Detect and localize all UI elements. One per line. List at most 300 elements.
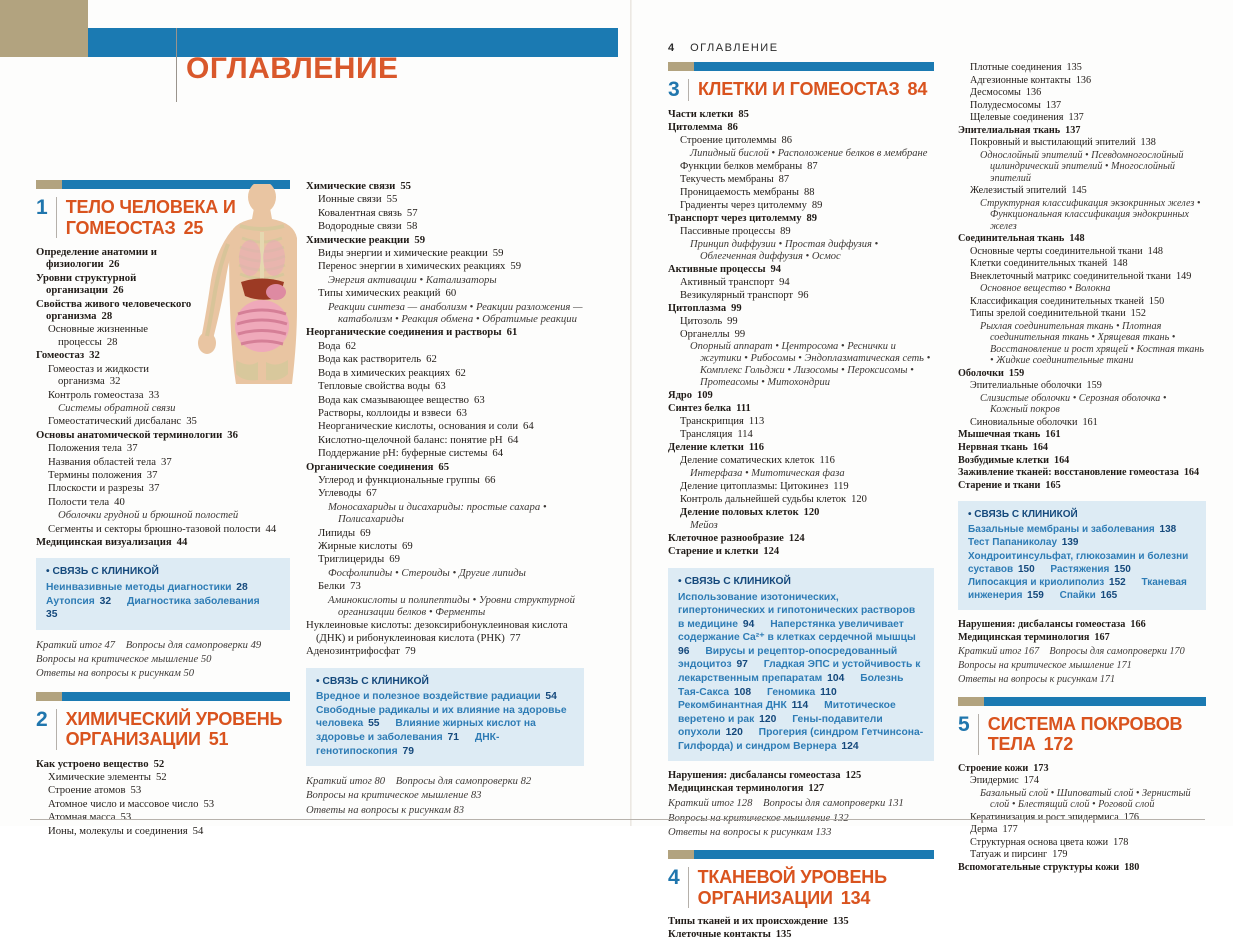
chapter-bar bbox=[958, 697, 1206, 706]
toc-entry[interactable] bbox=[306, 567, 584, 579]
entry-page-number: 116 bbox=[748, 442, 764, 454]
entry-text: Названия областей тела bbox=[48, 455, 156, 468]
entry-text: Цитоплазма bbox=[668, 302, 727, 314]
entry-text: Покровный и выстилающий эпителий bbox=[970, 137, 1136, 149]
toc-entry[interactable] bbox=[668, 770, 934, 782]
toc-entry[interactable] bbox=[668, 520, 934, 532]
toc-entry[interactable] bbox=[958, 308, 1206, 320]
entry-text: Основы анатомической терминологии bbox=[36, 428, 223, 441]
toc-entry[interactable] bbox=[668, 316, 934, 328]
toc-entry[interactable] bbox=[958, 417, 1206, 429]
toc-entry[interactable] bbox=[668, 929, 934, 941]
entry-text: Сегменты и секторы брюшно-тазовой полости bbox=[48, 522, 261, 535]
toc-entry[interactable] bbox=[958, 788, 1206, 811]
toc-entry[interactable] bbox=[306, 340, 584, 352]
entry-page-number: 53 bbox=[203, 797, 215, 810]
toc-entry[interactable] bbox=[36, 811, 290, 823]
entry-page-number: 99 bbox=[734, 328, 746, 340]
toc-entry[interactable] bbox=[668, 916, 934, 928]
toc-entry[interactable] bbox=[668, 468, 934, 480]
toc-entry[interactable] bbox=[306, 540, 584, 552]
toc-entry[interactable] bbox=[36, 825, 290, 837]
clinic-box-items bbox=[968, 523, 1196, 602]
chapter-heading[interactable] bbox=[668, 62, 934, 101]
entry-page-number: 64 bbox=[492, 447, 504, 460]
entry-text: Аденозинтрифосфат bbox=[306, 645, 400, 658]
entry-page-number: 55 bbox=[386, 193, 398, 206]
toc-entry[interactable] bbox=[668, 213, 934, 225]
entry-text: Медицинская терминология bbox=[958, 631, 1090, 643]
entry-text: Пассивные процессы bbox=[680, 225, 776, 237]
toc-entry[interactable] bbox=[306, 180, 584, 192]
toc-entry[interactable] bbox=[306, 287, 584, 299]
entry-text: Ядро bbox=[668, 390, 692, 402]
entry-page-number: 87 bbox=[807, 160, 818, 172]
toc-entry[interactable] bbox=[668, 239, 934, 263]
entry-text: Активные процессы bbox=[668, 263, 766, 275]
toc-entry[interactable] bbox=[306, 326, 584, 338]
toc-entry[interactable] bbox=[306, 501, 584, 526]
review-line[interactable]: Вопросы на критическое мышление 132 bbox=[668, 812, 849, 824]
review-line[interactable]: Ответы на вопросы к рисункам 171 bbox=[958, 673, 1116, 685]
entry-page-number: 166 bbox=[1130, 619, 1146, 631]
entry-page-number: 120 bbox=[851, 494, 867, 506]
toc-entry[interactable] bbox=[306, 420, 584, 432]
toc-entry[interactable] bbox=[958, 246, 1206, 258]
entry-page-number: 161 bbox=[1045, 429, 1061, 441]
toc-entry[interactable] bbox=[306, 580, 584, 592]
toc-entry[interactable] bbox=[668, 200, 934, 212]
entry-page-number: 148 bbox=[1112, 258, 1128, 270]
entry-text: Аминокислоты и полипептиды • Уровни структурной организации белков • Ферменты bbox=[328, 593, 575, 618]
page-left bbox=[0, 0, 631, 837]
toc-entry[interactable] bbox=[668, 174, 934, 186]
toc-entry[interactable] bbox=[958, 271, 1206, 283]
clinic-item[interactable]: Использование изотонических, гипертонических и гипотонических растворов в медицине 94 bbox=[678, 591, 916, 630]
toc-entry[interactable] bbox=[306, 380, 584, 392]
toc-entry[interactable] bbox=[668, 429, 934, 441]
chapter-page-number: 134 bbox=[840, 887, 871, 908]
toc-entry[interactable] bbox=[958, 380, 1206, 392]
review-line[interactable]: Ответы на вопросы к рисункам 83 bbox=[306, 804, 465, 816]
entry-text: Синовиальные оболочки bbox=[970, 416, 1078, 428]
clinic-item[interactable]: Прогерия (синдром Гетчинсона-Гилфорда) и синдром Вернера 124 bbox=[678, 727, 924, 752]
toc-entry[interactable] bbox=[958, 429, 1206, 441]
entry-text: Плоскости и разрезы bbox=[48, 482, 144, 495]
entry-text: Эпидермис bbox=[970, 775, 1019, 787]
clinic-item[interactable]: Растяжения 150 bbox=[1050, 563, 1131, 575]
page-title: ОГЛАВЛЕНИЕ bbox=[186, 52, 399, 85]
toc-entry[interactable] bbox=[306, 407, 584, 419]
chapter-page-number: 51 bbox=[208, 729, 229, 750]
entry-text: Внеклеточный матрикс соединительной ткани bbox=[970, 270, 1171, 282]
entry-text: Поддержание pH: буферные системы bbox=[318, 447, 488, 460]
entry-page-number: 178 bbox=[1113, 836, 1129, 848]
entry-text: Транспорт через цитолемму bbox=[668, 212, 802, 224]
toc-entry[interactable] bbox=[36, 415, 290, 427]
clinic-item[interactable]: Неинвазивные методы диагностики 28 bbox=[46, 581, 248, 593]
toc-entry[interactable] bbox=[306, 207, 584, 219]
toc-column-right-2 bbox=[958, 62, 1206, 942]
entry-text: Как устроено вещество bbox=[36, 757, 149, 770]
entry-page-number: 167 bbox=[1094, 631, 1110, 643]
toc-entry[interactable] bbox=[36, 758, 290, 770]
toc-entry[interactable] bbox=[306, 619, 584, 644]
entry-page-number: 86 bbox=[781, 134, 792, 146]
toc-entry[interactable] bbox=[958, 258, 1206, 270]
clinic-item[interactable]: Вирусы и рецептор-опосредованный эндоцитоз 97 bbox=[678, 645, 898, 671]
toc-entry[interactable] bbox=[36, 442, 290, 454]
clinical-connection-box bbox=[958, 501, 1206, 610]
toc-entry[interactable] bbox=[668, 546, 934, 558]
toc-entry[interactable] bbox=[958, 87, 1206, 99]
toc-entry[interactable] bbox=[36, 784, 290, 796]
chapter-heading[interactable] bbox=[668, 850, 934, 908]
toc-entry[interactable] bbox=[958, 368, 1206, 380]
entry-text: Рыхлая соединительная ткань • Плотная соединительная ткань • Хрящевая ткань • Восстановление и рост хрящей • Костная ткань • Жидкие соединительные ткани bbox=[980, 320, 1205, 367]
toc-entry[interactable] bbox=[668, 390, 934, 402]
entry-page-number: 89 bbox=[780, 225, 791, 237]
clinic-box-label: • СВЯЗЬ С КЛИНИКОЙ bbox=[678, 575, 924, 589]
entry-page-number: 89 bbox=[811, 199, 823, 211]
toc-entry[interactable] bbox=[306, 353, 584, 365]
entry-text: Химические реакции bbox=[306, 233, 410, 246]
toc-entry[interactable] bbox=[36, 482, 290, 494]
clinic-item[interactable]: Митотическое веретено и рак 120 bbox=[678, 700, 896, 725]
toc-entry[interactable] bbox=[306, 461, 584, 473]
entry-page-number: 73 bbox=[350, 580, 361, 593]
entry-page-number: 165 bbox=[1045, 479, 1061, 491]
toc-entry[interactable] bbox=[668, 783, 934, 795]
toc-entry[interactable] bbox=[958, 824, 1206, 836]
clinic-item[interactable]: Вредное и полезное воздействие радиации 54 bbox=[316, 691, 557, 703]
toc-entry[interactable] bbox=[958, 632, 1206, 644]
toc-entry[interactable] bbox=[306, 193, 584, 205]
clinical-connection-box bbox=[668, 568, 934, 762]
toc-entry[interactable] bbox=[958, 185, 1206, 197]
toc-entry[interactable] bbox=[668, 277, 934, 289]
clinic-item[interactable]: Влияние жирных кислот на здоровье и заболевания 71 bbox=[316, 718, 536, 743]
anatomy-torso-image bbox=[196, 184, 324, 392]
toc-entry[interactable] bbox=[668, 494, 934, 506]
entry-page-number: 63 bbox=[473, 393, 485, 406]
toc-entry[interactable] bbox=[958, 862, 1206, 874]
entry-page-number: 89 bbox=[806, 212, 817, 224]
entry-text: Неорганические кислоты, основания и соли bbox=[318, 420, 519, 433]
entry-page-number: 114 bbox=[737, 429, 753, 441]
entry-text: Основные жизненные процессы bbox=[48, 323, 149, 348]
entry-text: Части клетки bbox=[668, 109, 734, 121]
entry-page-number: 32 bbox=[109, 375, 121, 388]
toc-entry[interactable] bbox=[36, 509, 290, 521]
entry-page-number: 149 bbox=[1176, 270, 1192, 282]
entry-text: Типы тканей и их происхождение bbox=[668, 916, 828, 928]
clinic-item[interactable]: Геномика 110 bbox=[767, 686, 837, 698]
toc-entry[interactable] bbox=[668, 455, 934, 467]
review-line[interactable]: Краткий итог 128 Вопросы для самопроверки 131 bbox=[668, 798, 904, 810]
entry-text: Вода как растворитель bbox=[318, 353, 422, 366]
clinic-item[interactable]: Липосакция и криолиполиз 152 bbox=[968, 576, 1126, 588]
chapter-heading[interactable] bbox=[36, 692, 290, 750]
clinic-item[interactable]: Свободные радикалы и их влияние на здоровье человека 55 bbox=[316, 704, 567, 730]
entry-page-number: 119 bbox=[833, 481, 849, 493]
toc-entry[interactable] bbox=[306, 220, 584, 232]
entry-page-number: 109 bbox=[696, 390, 713, 402]
toc-entry[interactable] bbox=[668, 341, 934, 389]
chapter-bar-blue bbox=[694, 850, 934, 859]
toc-entry[interactable] bbox=[958, 619, 1206, 631]
entry-text: Щелевые соединения bbox=[970, 112, 1064, 124]
entry-page-number: 77 bbox=[509, 631, 521, 644]
entry-text: Строение цитолеммы bbox=[680, 134, 777, 146]
chapter-title: КЛЕТКИ И ГОМЕОСТАЗ bbox=[698, 79, 900, 99]
toc-entry[interactable] bbox=[958, 233, 1206, 245]
entry-text: Основное вещество • Волокна bbox=[980, 283, 1111, 295]
entry-text: Цитозоль bbox=[680, 315, 723, 327]
clinic-item[interactable]: Болезнь Тая-Сакса 108 bbox=[678, 673, 904, 698]
toc-entry[interactable] bbox=[668, 442, 934, 454]
clinic-item[interactable]: Рекомбинантная ДНК 114 bbox=[678, 700, 809, 712]
toc-entry[interactable] bbox=[958, 775, 1206, 787]
toc-entry[interactable] bbox=[668, 533, 934, 545]
chapter-title-wrap bbox=[698, 79, 927, 101]
chapter-number: 4 bbox=[668, 866, 680, 890]
clinic-item[interactable]: Базальные мембраны и заболевания 138 bbox=[968, 524, 1177, 536]
entry-page-number: 116 bbox=[819, 455, 835, 467]
toc-entry[interactable] bbox=[306, 260, 584, 272]
entry-text: Типы химических реакций bbox=[318, 287, 441, 300]
entry-text: Неорганические соединения и растворы bbox=[306, 326, 502, 339]
entry-page-number: 173 bbox=[1033, 762, 1049, 774]
chapter-bar-tan bbox=[958, 697, 984, 706]
entry-text: Старение и клетки bbox=[668, 545, 759, 557]
entry-text: Липиды bbox=[318, 526, 356, 539]
toc-entry[interactable] bbox=[36, 523, 290, 535]
clinic-item[interactable]: Тканевая инженерия 159 bbox=[968, 576, 1187, 602]
chapter-number-divider bbox=[56, 197, 57, 238]
toc-entry[interactable] bbox=[668, 507, 934, 519]
toc-entry[interactable] bbox=[668, 403, 934, 415]
entry-text: Системы обратной связи bbox=[58, 401, 176, 414]
toc-entry[interactable] bbox=[306, 394, 584, 406]
entry-text: Ковалентная связь bbox=[318, 206, 402, 219]
toc-entry[interactable] bbox=[668, 122, 934, 134]
review-line[interactable]: Ответы на вопросы к рисункам 50 bbox=[36, 668, 195, 680]
toc-entry[interactable] bbox=[958, 442, 1206, 454]
chapter-title-wrap bbox=[66, 709, 290, 750]
review-line[interactable]: Краткий итог 80 Вопросы для самопроверки 82 bbox=[306, 776, 532, 788]
entry-page-number: 53 bbox=[120, 811, 132, 824]
toc-entry[interactable] bbox=[668, 161, 934, 173]
entry-text: Кислотно-щелочной баланс: понятие pH bbox=[318, 433, 503, 446]
toc-entry[interactable] bbox=[958, 467, 1206, 479]
toc-entry[interactable] bbox=[36, 402, 290, 414]
toc-entry[interactable] bbox=[668, 109, 934, 121]
entry-text: Перенос энергии в химических реакциях bbox=[318, 260, 506, 273]
toc-entry[interactable] bbox=[36, 771, 290, 783]
toc-entry[interactable] bbox=[36, 536, 290, 548]
entry-text: Градиенты через цитолемму bbox=[680, 199, 807, 211]
entry-page-number: 152 bbox=[1130, 308, 1146, 320]
chapter-title: СИСТЕМА ПОКРОВОВ ТЕЛА bbox=[987, 713, 1183, 755]
toc-entry[interactable] bbox=[668, 481, 934, 493]
toc-entry[interactable] bbox=[958, 75, 1206, 87]
entry-text: Соединительная ткань bbox=[958, 233, 1065, 245]
toc-entry[interactable] bbox=[958, 150, 1206, 185]
clinic-item[interactable]: ДНК-генотипоскопия 79 bbox=[316, 731, 500, 757]
toc-entry[interactable] bbox=[958, 837, 1206, 849]
toc-entry[interactable] bbox=[958, 393, 1206, 416]
chapter-bar bbox=[668, 62, 934, 71]
review-line[interactable]: Вопросы на критическое мышление 171 bbox=[958, 660, 1132, 672]
entry-page-number: 69 bbox=[360, 526, 371, 539]
entry-text: Положения тела bbox=[48, 442, 122, 455]
entry-page-number: 113 bbox=[748, 416, 765, 428]
toc-entry[interactable] bbox=[36, 456, 290, 468]
toc-entry[interactable] bbox=[958, 100, 1206, 112]
toc-entry[interactable] bbox=[306, 234, 584, 246]
clinic-item[interactable]: Спайки 165 bbox=[1059, 590, 1118, 602]
toc-entry[interactable] bbox=[958, 283, 1206, 295]
toc-entry[interactable] bbox=[958, 812, 1206, 824]
entry-page-number: 28 bbox=[101, 310, 113, 323]
entry-text: Однослойный эпителий • Псевдомногослойный цилиндрический эпителий • Многослойный эпителий bbox=[980, 149, 1184, 184]
toc-entry[interactable] bbox=[36, 798, 290, 810]
entry-page-number: 44 bbox=[265, 522, 277, 535]
toc-entry[interactable] bbox=[306, 594, 584, 619]
toc-entry[interactable] bbox=[306, 434, 584, 446]
review-line[interactable]: Краткий итог 47 Вопросы для самопроверки 49 bbox=[36, 639, 262, 651]
clinic-item[interactable]: Наперстянка увеличивает содержание Ca²⁺ в клетках сердечной мышцы 96 bbox=[678, 618, 916, 657]
entry-text: Нервная ткань bbox=[958, 441, 1028, 453]
entry-page-number: 138 bbox=[1140, 137, 1156, 149]
toc-entry[interactable] bbox=[306, 487, 584, 499]
entry-page-number: 125 bbox=[845, 770, 862, 782]
clinic-item[interactable]: Хондроитинсульфат, глюкозамин и болезни суставов 150 bbox=[968, 550, 1189, 575]
chapter-review-links bbox=[306, 775, 584, 818]
entry-text: Свойства живого человеческого организма bbox=[36, 297, 192, 323]
entry-text: Водородные связи bbox=[318, 220, 402, 233]
entry-text: Полости тела bbox=[48, 495, 110, 508]
entry-page-number: 79 bbox=[404, 645, 416, 658]
clinic-item[interactable]: Гладкая ЭПС и устойчивость к лекарственным препаратам 104 bbox=[678, 659, 921, 684]
toc-entry[interactable] bbox=[306, 447, 584, 459]
bottom-rule bbox=[30, 819, 1205, 820]
toc-entry[interactable] bbox=[958, 125, 1206, 137]
toc-entry[interactable] bbox=[306, 474, 584, 486]
entry-page-number: 44 bbox=[176, 535, 188, 548]
review-line[interactable]: Ответы на вопросы к рисункам 133 bbox=[668, 827, 832, 838]
chapter-bar-tan bbox=[668, 62, 694, 71]
toc-entry[interactable] bbox=[668, 329, 934, 341]
chapter-title-wrap bbox=[988, 714, 1206, 755]
toc-entry[interactable] bbox=[306, 527, 584, 539]
chapter-number: 5 bbox=[958, 712, 970, 736]
clinic-item[interactable]: Гены-подавители опухоли 120 bbox=[678, 713, 883, 739]
entry-page-number: 32 bbox=[89, 349, 100, 362]
chapter-bar-blue bbox=[984, 697, 1206, 706]
review-line[interactable]: Вопросы на критическое мышление 83 bbox=[306, 790, 482, 802]
entry-text: Эпителиальные оболочки bbox=[970, 380, 1082, 392]
toc-entry[interactable] bbox=[958, 137, 1206, 149]
clinic-box-items bbox=[316, 690, 574, 758]
toc-entry[interactable] bbox=[306, 274, 584, 286]
toc-entry[interactable] bbox=[958, 296, 1206, 308]
toc-entry[interactable] bbox=[958, 321, 1206, 367]
clinic-item[interactable]: Тест Папаниколау 139 bbox=[968, 537, 1079, 549]
toc-entry[interactable] bbox=[306, 553, 584, 565]
entry-page-number: 159 bbox=[1086, 380, 1102, 392]
chapter-heading[interactable] bbox=[958, 697, 1206, 755]
toc-entry[interactable] bbox=[668, 303, 934, 315]
toc-entry[interactable] bbox=[306, 645, 584, 657]
entry-text: Атомная масса bbox=[48, 811, 116, 824]
review-line[interactable]: Краткий итог 167 Вопросы для самопроверки 170 bbox=[958, 646, 1185, 658]
entry-page-number: 61 bbox=[506, 326, 518, 339]
chapter-head-row bbox=[668, 79, 934, 101]
entry-page-number: 69 bbox=[389, 553, 400, 566]
toc-entry[interactable] bbox=[306, 301, 584, 326]
toc-entry[interactable] bbox=[668, 416, 934, 428]
entry-text: Десмосомы bbox=[970, 87, 1021, 99]
review-line[interactable]: Вопросы на критическое мышление 50 bbox=[36, 653, 212, 665]
entry-page-number: 53 bbox=[130, 784, 142, 797]
toc-entry[interactable] bbox=[958, 198, 1206, 233]
clinic-box-label: • СВЯЗЬ С КЛИНИКОЙ bbox=[316, 675, 574, 689]
entry-text: Нуклеиновые кислоты: дезоксирибонуклеиновая кислота (ДНК) и рибонуклеиновая кислота (РНК) bbox=[306, 619, 568, 644]
toc-entry[interactable] bbox=[36, 469, 290, 481]
entry-text: Проницаемость мембраны bbox=[680, 186, 799, 198]
toc-entry[interactable] bbox=[36, 496, 290, 508]
toc-entry[interactable] bbox=[668, 187, 934, 199]
entry-text: Нарушения: дисбалансы гомеостаза bbox=[668, 770, 841, 782]
entry-text: Транскрипция bbox=[680, 416, 744, 428]
toc-entry[interactable] bbox=[306, 367, 584, 379]
toc-entry[interactable] bbox=[36, 429, 290, 441]
entry-text: Принцип диффузии • Простая диффузия • Облегченная диффузия • Осмос bbox=[690, 238, 879, 262]
entry-page-number: 54 bbox=[192, 824, 204, 837]
entry-text: Вода в химических реакциях bbox=[318, 366, 451, 379]
entry-page-number: 137 bbox=[1065, 124, 1081, 136]
toc-entry[interactable] bbox=[958, 480, 1206, 492]
entry-text: Атомное число и массовое число bbox=[48, 797, 199, 810]
toc-entry[interactable] bbox=[668, 264, 934, 276]
chapter-title: ХИМИЧЕСКИЙ УРОВЕНЬ ОРГАНИЗАЦИИ bbox=[65, 708, 283, 750]
entry-page-number: 64 bbox=[523, 420, 534, 433]
toc-entry[interactable] bbox=[668, 290, 934, 302]
chapter-title: ТКАНЕВОЙ УРОВЕНЬ ОРГАНИЗАЦИИ bbox=[697, 867, 887, 908]
entry-text: Основные черты соединительной ткани bbox=[970, 245, 1143, 257]
toc-entry[interactable] bbox=[958, 763, 1206, 775]
toc-entry[interactable] bbox=[668, 135, 934, 147]
chapter-bar bbox=[668, 850, 934, 859]
right-page-columns bbox=[668, 62, 1208, 942]
clinic-item[interactable]: Аутопсия 32 bbox=[46, 595, 112, 607]
toc-entry[interactable] bbox=[306, 247, 584, 259]
toc-entry[interactable] bbox=[958, 455, 1206, 467]
toc-entry[interactable] bbox=[958, 112, 1206, 124]
entry-text: Структурная основа цвета кожи bbox=[970, 836, 1109, 848]
entry-page-number: 28 bbox=[106, 335, 118, 348]
toc-entry[interactable] bbox=[958, 849, 1206, 861]
toc-entry[interactable] bbox=[958, 62, 1206, 74]
entry-page-number: 99 bbox=[727, 315, 738, 327]
clinic-item[interactable]: Диагностика заболевания 35 bbox=[46, 595, 260, 621]
entry-page-number: 52 bbox=[153, 757, 165, 770]
toc-entry[interactable] bbox=[668, 226, 934, 238]
toc-entry[interactable] bbox=[668, 148, 934, 160]
entry-text: Термины положения bbox=[48, 468, 142, 481]
